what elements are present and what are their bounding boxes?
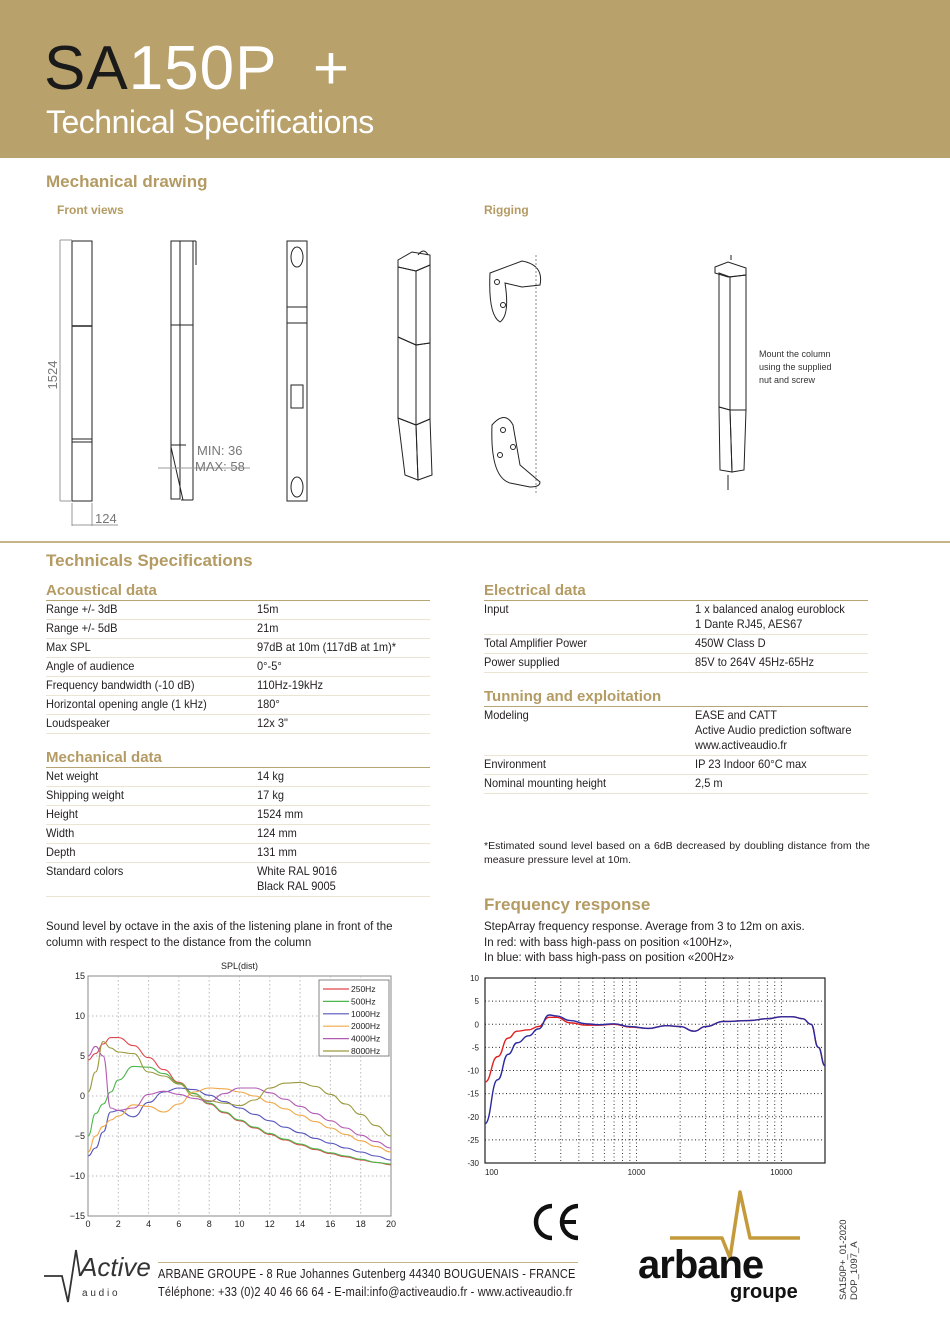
spec-value xyxy=(257,601,416,620)
legend-label: 250Hz xyxy=(351,984,376,994)
spl-caption: Sound level by octave in the axis of the listening plane in front of the column with respect to the distance from the column xyxy=(46,921,393,949)
mechanical-drawing-title: Mechanical drawing xyxy=(46,172,208,191)
y-tick-label: -25 xyxy=(467,1135,479,1145)
spec-value-line: 1 Dante RJ45, AES67 xyxy=(695,617,803,631)
x-tick-label: 6 xyxy=(176,1219,182,1229)
spec-label: Height xyxy=(46,806,240,825)
x-tick-label: 12 xyxy=(264,1219,275,1229)
x-tick-label: 20 xyxy=(385,1219,397,1229)
spec-value-line: 17 kg xyxy=(257,788,285,802)
spec-value-line: 12x 3" xyxy=(257,716,289,730)
section-divider xyxy=(0,541,950,543)
mounted-column-drawing xyxy=(715,255,746,490)
y-tick-label: −10 xyxy=(69,1171,85,1181)
width-dimension: 124 xyxy=(95,511,117,526)
mechanical-drawings xyxy=(0,225,950,535)
spec-value-line: 0°-5° xyxy=(257,659,282,673)
spec-label: Depth xyxy=(46,844,240,863)
spec-row xyxy=(46,806,430,825)
ce-mark-icon xyxy=(532,1202,582,1242)
rigging-note-line: Mount the column xyxy=(759,349,831,359)
acoustical-table xyxy=(46,600,430,734)
spec-value xyxy=(257,620,416,639)
spec-label: Range +/- 5dB xyxy=(46,620,240,639)
freq-response-title: Frequency response xyxy=(484,895,651,914)
spec-value-line: White RAL 9016 xyxy=(257,864,338,878)
spec-value xyxy=(257,658,416,677)
y-tick-label: −5 xyxy=(74,1131,85,1141)
y-tick-label: -30 xyxy=(467,1159,479,1168)
spec-value xyxy=(257,715,416,734)
spec-value-line: 85V to 264V 45Hz-65Hz xyxy=(695,655,815,669)
arbane-word: arbane xyxy=(638,1243,764,1287)
perspective-view xyxy=(398,251,432,480)
freq-desc-line: StepArray frequency response. Average from 3 to 12m on axis. xyxy=(484,921,805,933)
spec-row xyxy=(46,863,430,897)
spec-value-line: 97dB at 10m (117dB at 1m)* xyxy=(257,640,397,654)
x-tick-label: 10 xyxy=(234,1219,245,1229)
spec-row xyxy=(46,677,430,696)
legend-label: 2000Hz xyxy=(351,1021,381,1032)
rigging-note-line: nut and screw xyxy=(759,375,816,385)
y-tick-label: 10 xyxy=(470,974,479,983)
height-dimension: 1524 xyxy=(45,360,60,390)
spec-row xyxy=(46,696,430,715)
spec-value xyxy=(695,601,854,635)
doc-ref-line: DOP_1097_A xyxy=(849,1241,860,1300)
back-view xyxy=(287,241,307,501)
spec-value-line: 124 mm xyxy=(257,826,298,840)
electrical-table xyxy=(484,600,868,673)
spec-value xyxy=(257,696,416,715)
front-view-straight xyxy=(60,240,118,526)
spec-value-line: 180° xyxy=(257,697,281,711)
spec-value-line: IP 23 Indoor 60°C max xyxy=(695,757,807,771)
spec-row xyxy=(46,620,430,639)
arbane-groupe-logo xyxy=(630,1180,810,1305)
spec-value-line: 2,5 m xyxy=(695,776,723,790)
spec-label: Frequency bandwidth (-10 dB) xyxy=(46,677,240,696)
active-logo-word: Active xyxy=(80,1252,151,1282)
spec-value-line: 21m xyxy=(257,621,279,635)
spec-row xyxy=(484,775,868,794)
spec-label: Input xyxy=(484,601,678,635)
spec-label: Net weight xyxy=(46,768,240,787)
spec-value xyxy=(695,635,854,654)
y-tick-label: 0 xyxy=(474,1020,479,1030)
spec-row xyxy=(484,635,868,654)
spec-value-line: 1524 mm xyxy=(257,807,304,821)
spec-value xyxy=(257,677,416,696)
spec-label: Angle of audience xyxy=(46,658,240,677)
y-tick-label: -10 xyxy=(467,1066,479,1076)
spec-value xyxy=(695,654,854,673)
active-logo-sub: a u d i o xyxy=(82,1288,118,1299)
x-tick-label: 100 xyxy=(484,1168,499,1177)
spec-row xyxy=(484,601,868,635)
spec-value xyxy=(257,863,416,897)
company-address: ARBANE GROUPE - 8 Rue Johannes Gutenberg 44340 BOUGUENAIS - FRANCE xyxy=(158,1267,576,1281)
spec-value-line: www.activeaudio.fr xyxy=(695,738,788,752)
rigging-note-line: using the supplied xyxy=(759,362,832,372)
spec-label: Nominal mounting height xyxy=(484,775,678,794)
y-tick-label: -5 xyxy=(471,1043,479,1053)
x-tick-label: 18 xyxy=(355,1219,366,1229)
freq-response-desc xyxy=(484,920,874,967)
spec-label: Max SPL xyxy=(46,639,240,658)
spec-row xyxy=(46,658,430,677)
spec-value xyxy=(695,756,854,775)
x-tick-label: 4 xyxy=(146,1219,152,1229)
frequency-response-chart xyxy=(462,968,832,1188)
spec-value-line: 110Hz-19kHz xyxy=(257,678,324,692)
max-tilt-label: MAX: 58 xyxy=(195,459,245,474)
legend-label: 8000Hz xyxy=(351,1046,381,1056)
header-banner xyxy=(0,0,950,158)
spec-row xyxy=(46,787,430,806)
spec-value xyxy=(695,707,854,756)
electrical-title: Electrical data xyxy=(484,582,586,599)
mechanical-data-title: Mechanical data xyxy=(46,749,162,766)
spec-row xyxy=(46,639,430,658)
freq-desc-line: In red: with bass high-pass on position «100Hz», xyxy=(484,936,733,949)
spec-value xyxy=(257,825,416,844)
front-views-label: Front views xyxy=(57,203,124,217)
y-tick-label: -15 xyxy=(467,1089,479,1099)
spec-value xyxy=(257,787,416,806)
x-tick-label: 10000 xyxy=(770,1168,793,1177)
model-suffix: 150P + xyxy=(128,34,351,103)
spec-label: Shipping weight xyxy=(46,787,240,806)
spec-label: Horizontal opening angle (1 kHz) xyxy=(46,696,240,715)
spec-value-line: 131 mm xyxy=(257,845,298,859)
rigging-bracket-top xyxy=(490,255,541,495)
spec-value xyxy=(257,768,416,787)
model-title xyxy=(44,34,351,103)
x-tick-label: 14 xyxy=(295,1219,306,1229)
rigging-bracket-bottom xyxy=(492,418,540,488)
spec-row xyxy=(484,654,868,673)
model-prefix: SA xyxy=(44,34,129,103)
spec-value-line: 1 x balanced analog euroblock xyxy=(695,602,845,616)
spec-value-line: 14 kg xyxy=(257,769,285,783)
legend-label: 1000Hz xyxy=(351,1008,381,1019)
spec-row xyxy=(484,707,868,756)
spec-label: Modeling xyxy=(484,707,678,756)
page-subtitle: Technical Specifications xyxy=(46,104,374,140)
y-tick-label: 10 xyxy=(74,1011,85,1021)
spec-value xyxy=(257,844,416,863)
spec-row xyxy=(46,844,430,863)
spec-value xyxy=(257,639,416,658)
spec-value-line: Active Audio prediction software xyxy=(695,723,852,737)
spec-label: Standard colors xyxy=(46,863,240,897)
spec-row xyxy=(484,756,868,775)
spl-footnote: *Estimated sound level based on a 6dB decreased by doubling distance from the measure pressure level at 10m. xyxy=(484,840,870,866)
spec-value-line: EASE and CATT xyxy=(695,708,778,722)
spec-row xyxy=(46,715,430,734)
spec-value xyxy=(695,775,854,794)
x-tick-label: 2 xyxy=(115,1219,121,1229)
spec-label: Range +/- 3dB xyxy=(46,601,240,620)
spec-value-line: 450W Class D xyxy=(695,636,766,650)
y-tick-label: 0 xyxy=(79,1091,85,1101)
y-tick-label: 5 xyxy=(79,1051,85,1061)
x-tick-label: 16 xyxy=(325,1219,336,1229)
plot-area xyxy=(485,978,825,1163)
y-tick-label: -20 xyxy=(467,1112,479,1122)
spl-distance-chart xyxy=(50,958,410,1233)
spec-value-line: Black RAL 9005 xyxy=(257,879,336,893)
chart-title: SPL(dist) xyxy=(220,961,259,971)
min-tilt-label: MIN: 36 xyxy=(197,443,243,458)
groupe-word: groupe xyxy=(730,1281,798,1303)
company-contact: Téléphone: +33 (0)2 40 46 66 64 - E-mail:info@activeaudio.fr - www.activeaudio.fr xyxy=(158,1285,573,1299)
y-tick-label: 15 xyxy=(74,971,85,981)
mechanical-table xyxy=(46,767,430,897)
spec-row xyxy=(46,768,430,787)
rigging-label: Rigging xyxy=(484,203,529,217)
acoustical-title: Acoustical data xyxy=(46,582,157,599)
footer-divider xyxy=(158,1262,578,1263)
tech-specs-title: Technicals Specifications xyxy=(46,551,253,570)
legend-label: 4000Hz xyxy=(351,1033,381,1044)
x-tick-label: 0 xyxy=(85,1219,91,1229)
spec-row xyxy=(46,825,430,844)
spec-label: Total Amplifier Power xyxy=(484,635,678,654)
spec-label: Width xyxy=(46,825,240,844)
legend-label: 500Hz xyxy=(351,996,376,1007)
y-tick-label: 5 xyxy=(474,997,479,1007)
spec-label: Power supplied xyxy=(484,654,678,673)
x-tick-label: 8 xyxy=(206,1219,212,1229)
spec-value-line: 15m xyxy=(257,602,279,616)
doc-ref-line: SA150P+_01-2020 xyxy=(838,1219,849,1300)
tuning-table xyxy=(484,706,868,794)
tuning-title: Tunning and exploitation xyxy=(484,688,662,705)
spec-value xyxy=(257,806,416,825)
x-tick-label: 1000 xyxy=(627,1168,646,1177)
document-reference xyxy=(838,1219,860,1300)
spec-row xyxy=(46,601,430,620)
spec-label: Loudspeaker xyxy=(46,715,240,734)
y-tick-label: −15 xyxy=(69,1211,85,1221)
active-audio-logo xyxy=(42,1244,152,1304)
freq-desc-line: In blue: with bass high-pass on position «200Hz» xyxy=(484,952,734,964)
spec-label: Environment xyxy=(484,756,678,775)
